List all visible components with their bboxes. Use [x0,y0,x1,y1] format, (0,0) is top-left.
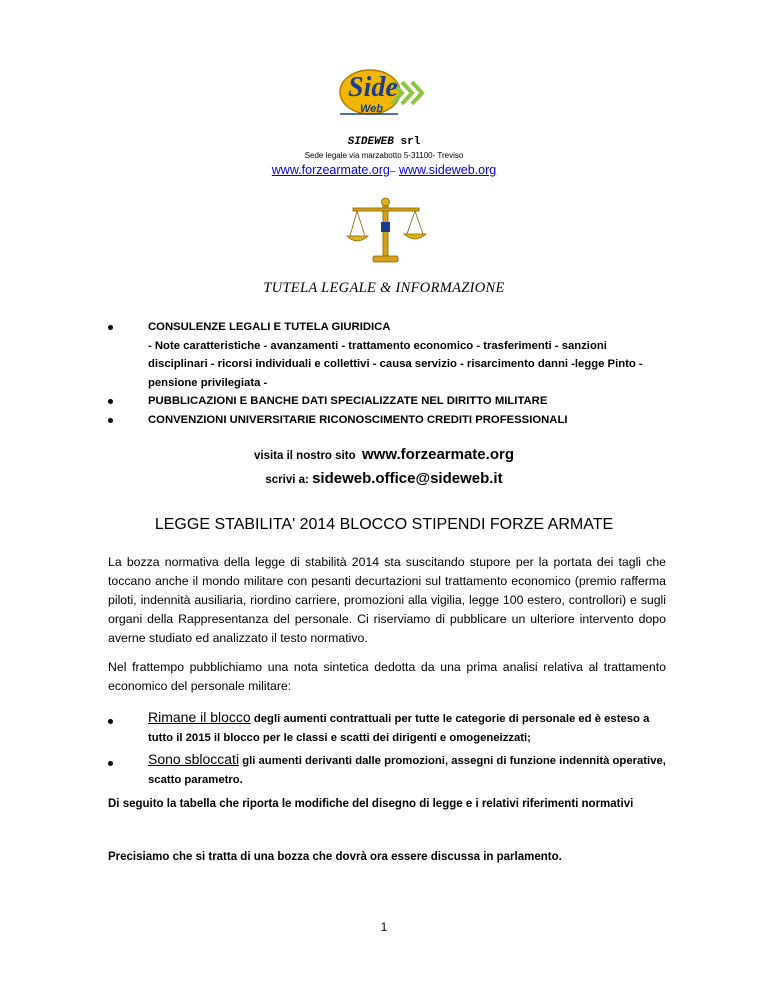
write-label: scrivi a: [265,474,309,486]
page-number: 1 [380,920,388,934]
service-title: CONSULENZE LEGALI E TUTELA GIURIDICA [148,321,391,333]
list-item [108,750,668,789]
logo-text-bottom: Web [360,103,384,115]
points-list [108,708,668,792]
point-lead: Rimane il blocco [148,709,251,725]
scales-of-justice-icon [345,196,427,264]
paragraph-table-ref: Di seguito la tabella che riporta le modifiche del disegno di legge e i relativi riferimenti normativi [108,798,634,810]
bullet-icon [108,761,113,766]
bullet-icon [108,399,113,404]
company-address: Sede legale via marzabotto 5-31100- Treviso [304,151,464,160]
visit-line [0,446,768,463]
company-name [0,136,768,148]
link-sideweb[interactable]: www.sideweb.org [398,163,497,177]
article-heading: LEGGE STABILITA' 2014 BLOCCO STIPENDI FORZE ARMATE [154,516,614,533]
point-text: gli aumenti derivanti dalle promozioni, assegni di funzione indennità operative, scatto parametro. [148,755,666,786]
email-link[interactable]: sideweb.office@sideweb.it [312,470,503,487]
company-name-main: SIDEWEB [347,136,394,148]
link-separator: – [389,166,396,177]
link-forzearmate[interactable]: www.forzearmate.org [271,163,390,177]
tagline: TUTELA LEGALE & INFORMAZIONE [263,280,505,296]
list-item [108,392,668,411]
point-text: degli aumenti contrattuali per tutte le categorie di personale ed è esteso a tutto il 2015 il blocco per le classi e scatti dei dirigenti e omogeneizzati; [148,713,650,744]
bullet-icon [108,719,113,724]
list-item [108,318,668,392]
header-links [0,163,768,177]
paragraph-note: Nel frattempo pubblichiamo una nota sintetica dedotta da una prima analisi relativa al trattamento economico del personale militare: [108,660,666,693]
service-conventions: CONVENZIONI UNIVERSITARIE RICONOSCIMENTO CREDITI PROFESSIONALI [148,413,568,426]
services-list [108,318,668,429]
logo-text-top: Side [348,72,398,103]
visit-site-link[interactable]: www.forzearmate.org [362,446,514,463]
write-line [0,470,768,487]
sideweb-logo [330,62,440,124]
paragraph-intro: La bozza normativa della legge di stabilità 2014 sta suscitando stupore per la portata dei tagli che toccano anche il mondo militare con pesanti decurtazioni sul trattamento economico (premio rafferma piloti, indennità ausiliaria, riordino carriere, promozioni alla vigilia, legge 100 estero, controllori) e sugli organi della Rappresentanza del personale. Ci riserviamo di pubblicare un ulteriore intervento dopo averne studiato ed analizzato il testo normativo. [108,555,666,645]
bullet-icon [108,325,113,330]
service-publications: PUBBLICAZIONI E BANCHE DATI SPECIALIZZATE NEL DIRITTO MILITARE [148,395,548,407]
paragraph-draft-note: Precisiamo che si tratta di una bozza che dovrà ora essere discussa in parlamento. [108,851,562,863]
company-name-suffix: srl [400,136,421,148]
list-item [108,411,668,430]
point-lead: Sono sbloccati [148,751,240,767]
list-item [108,708,668,747]
bullet-icon [108,418,113,423]
visit-label: visita il nostro sito [254,450,356,462]
service-details: - Note caratteristiche - avanzamenti - trattamento economico - trasferimenti - sanzioni disciplinari - ricorsi individuali e collettivi - causa servizio - risarcimento danni -legge Pinto - pensione privilegiata - [148,339,643,389]
